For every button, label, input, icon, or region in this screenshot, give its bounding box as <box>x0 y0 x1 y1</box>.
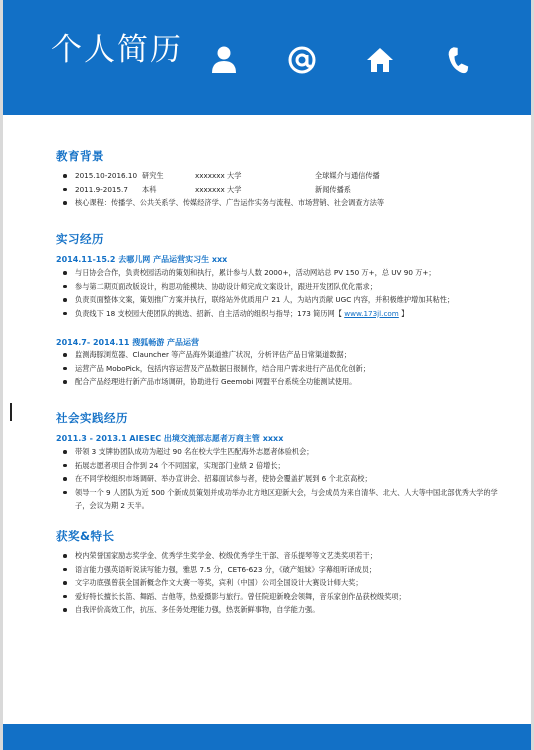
education-date: 2015.10-2016.10 <box>75 171 138 180</box>
list-item: 自我评价高效工作，抗压、多任务处理能力强，热衷新鲜事物，自学能力强。 <box>62 603 502 617</box>
section-title-education: 教育背景 <box>56 149 104 163</box>
education-list <box>62 169 502 210</box>
section-title-social: 社会实践经历 <box>56 411 128 425</box>
list-item: 爱好特长擅长长笛、舞蹈、吉他等，热爱摄影与旅行。曾任院迎新晚会领舞，音乐家创作品获校级奖项； <box>62 590 502 604</box>
footer-band <box>3 724 531 750</box>
home-icon[interactable] <box>360 40 400 80</box>
list-item: 领导一个 9 人团队为近 500 个新成员策划并成功举办北方地区迎新大会，与会成员为来自清华、北大、人大等中国北部优秀大学的学子，会议为期 2 天半。 <box>62 486 502 513</box>
list-item: 带领 3 支牌协团队成功为超过 90 名在校大学生匹配海外志愿者体验机会； <box>62 445 502 459</box>
job-heading: 2014.11-15.2 去哪儿网 产品运营实习生 xxx <box>56 255 228 264</box>
job-heading: 2014.7- 2014.11 搜狐畅游 产品运营 <box>56 338 199 347</box>
education-major: 新闻传播系 <box>315 184 351 194</box>
list-item: 运营产品 MoboPick，包括内容运营及产品数据日报制作，结合用户需求进行产品优化创新； <box>62 362 502 376</box>
awards-list <box>62 549 502 617</box>
website-link[interactable]: www.173jl.com <box>344 308 399 318</box>
list-item-text: 】 <box>398 308 409 318</box>
section-title-internship: 实习经历 <box>56 232 104 246</box>
list-item: 在不同学校组织市场调研、举办宣讲会、招募面试参与者，使协会覆盖扩展到 6 个北京高校； <box>62 472 502 486</box>
list-item: 监测海豚浏览器、Clauncher 等产品海外渠道推广状况，分析评估产品日常渠道数据； <box>62 348 502 362</box>
user-icon[interactable] <box>204 40 244 80</box>
social-list <box>62 445 502 513</box>
page-title: 个人简历 <box>51 32 183 68</box>
education-date: 2011.9-2015.7 <box>75 184 128 194</box>
at-icon[interactable] <box>282 40 322 80</box>
social-heading: 2011.3 - 2013.1 AIESEC 出境交流部志愿者万商主管 xxxx <box>56 434 284 443</box>
list-item: 语言能力强英语听说读写能力强，雅思 7.5 分，CET6-623 分，《破产姐妹》字幕组听译成员； <box>62 563 502 577</box>
phone-icon[interactable] <box>438 40 478 80</box>
list-item: 参与第二期页面改版设计，构思功能模块、协助设计师完成文案设计，跟进开发团队优化需求； <box>62 280 502 294</box>
list-item: 配合产品经理进行新产品市场调研，协助进行 Geemobi 网盟平台系统全功能测试使用。 <box>62 375 502 389</box>
education-degree: 本科 <box>142 184 157 194</box>
list-item: 负责页面整体文案，策划推广方案并执行，联络站外优质用户 21 人，为站内贡献 UGC 内容，并积极维护增加其粘性； <box>62 293 502 307</box>
education-major: 全球媒介与通信传播 <box>315 171 380 180</box>
job-list <box>62 348 502 389</box>
list-item: 校内荣誉国家励志奖学金、优秀学生奖学金、校级优秀学生干部、音乐提琴等文艺类奖项若干； <box>62 549 502 563</box>
education-courses: 核心课程：传播学、公共关系学、传媒经济学、广告运作实务与流程、市场营销、社会调查方法等 <box>62 196 502 210</box>
list-item: 文字功底强曾获全国新概念作文大赛一等奖，宾利（中国）公司全国设计大赛设计师大奖； <box>62 576 502 590</box>
education-row <box>62 183 502 197</box>
list-item: 拓展志愿者项目合作到 24 个不同国家，实现部门业绩 2 倍增长； <box>62 459 502 473</box>
text-cursor <box>10 403 12 421</box>
education-school: xxxxxxx 大学 <box>195 171 242 180</box>
header-band <box>3 0 531 115</box>
list-item-text: 负责线下 18 支校园大使团队的挑选、招新、自主活动的组织与指导；173 简历网【 <box>75 308 345 318</box>
section-title-awards: 获奖&特长 <box>56 529 115 543</box>
education-row <box>62 169 502 183</box>
list-item: 与日协会合作，负责校园活动的策划和执行，累计参与人数 2000+，活动网站总 PV 150 万+，总 UV 90 万+； <box>62 266 502 280</box>
education-degree: 研究生 <box>142 171 164 180</box>
list-item <box>62 307 502 321</box>
job-list <box>62 266 502 320</box>
education-school: xxxxxxx 大学 <box>195 184 242 194</box>
